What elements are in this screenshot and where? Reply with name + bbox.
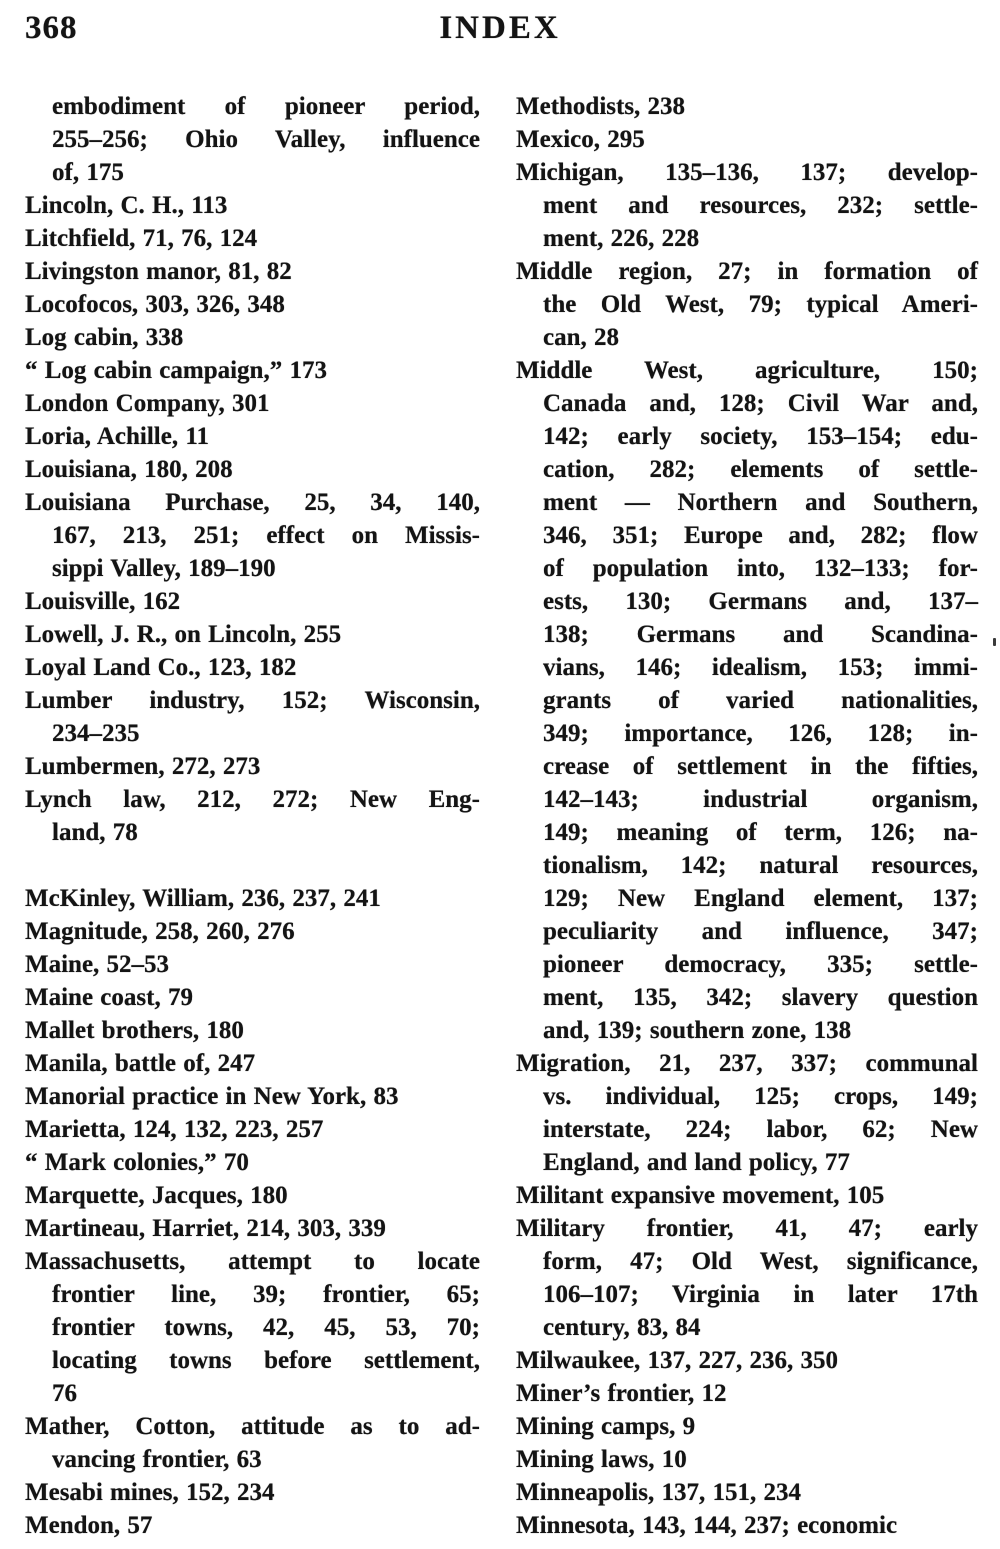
index-entry-line: Lincoln, C. H., 113 [25,192,228,219]
index-entry [25,948,480,981]
index-entry-line: “ Log cabin campaign,” 173 [25,357,327,384]
index-entry-line: Loria, Achille, 11 [25,423,209,450]
index-entry-line: Louisiana Purchase, 25, 34, 140, [25,489,480,516]
index-entry-line: 142; early society, 153–154; edu- [543,423,978,450]
index-entry-line: Louisiana, 180, 208 [25,456,233,483]
index-entry-line: ests, 130; Germans and, 137– [543,588,978,615]
index-entry-line: London Company, 301 [25,390,270,417]
index-entry-line: 142–143; industrial organism, [543,786,978,813]
index-entry [25,783,480,849]
index-entry-line: and, 139; southern zone, 138 [543,1017,852,1044]
index-entry-line: 349; importance, 126, 128; in- [543,720,978,747]
index-entry-line: 149; meaning of term, 126; na- [543,819,978,846]
index-entry-line: tionalism, 142; natural resources, [543,852,978,879]
index-entry [25,222,480,255]
index-entry-line: vancing frontier, 63 [52,1446,262,1473]
index-entry-line: 129; New England element, 137; [543,885,978,912]
index-entry-line: Martineau, Harriet, 214, 303, 339 [25,1215,386,1242]
index-entry-line: Lumber industry, 152; Wisconsin, [25,687,480,714]
index-entry [516,156,978,255]
index-entry-line: ment, 135, 342; slavery question [543,984,978,1011]
index-entry-line: century, 83, 84 [543,1314,701,1341]
index-entry-line: frontier towns, 42, 45, 53, 70; [52,1314,480,1341]
left-column [25,90,480,1542]
index-columns [25,90,978,1542]
index-entry-line: peculiarity and influence, 347; [543,918,978,945]
index-entry-line: Mining camps, 9 [516,1413,696,1440]
index-entry-line: England, and land policy, 77 [543,1149,850,1176]
index-entry [516,90,978,123]
index-entry-line: Marietta, 124, 132, 223, 257 [25,1116,324,1143]
index-entry-line: land, 78 [52,819,138,846]
index-entry [25,453,480,486]
index-entry-line: Maine coast, 79 [25,984,193,1011]
index-entry-line: Milwaukee, 137, 227, 236, 350 [516,1347,839,1374]
index-entry [25,1476,480,1509]
index-entry-line: Mining laws, 10 [516,1446,687,1473]
scan-artifact-speck [993,638,996,646]
index-entry-line: Maine, 52–53 [25,951,170,978]
index-entry-line: ment — Northern and Southern, [543,489,978,516]
index-entry [25,1509,480,1542]
index-entry [25,387,480,420]
index-entry-line: of, 175 [52,159,124,186]
index-entry-line: 167, 213, 251; effect on Missis- [52,522,480,549]
page-number: 368 [25,10,78,46]
index-entry [516,255,978,354]
index-entry [516,1476,978,1509]
index-entry [25,882,480,915]
index-entry-line: Middle West, agriculture, 150; [516,357,978,384]
index-entry-line: Miner’s frontier, 12 [516,1380,727,1407]
index-entry-line: Magnitude, 258, 260, 276 [25,918,295,945]
index-entry [25,90,480,189]
index-entry [25,915,480,948]
page-title: INDEX [439,10,561,46]
index-entry-line: Migration, 21, 237, 337; communal [516,1050,978,1077]
index-entry [25,1047,480,1080]
index-entry [25,585,480,618]
index-entry-line: the Old West, 79; typical Ameri- [543,291,978,318]
index-entry-line: Middle region, 27; in formation of [516,258,978,285]
index-entry-line: 234–235 [52,720,140,747]
index-entry-line: 106–107; Virginia in later 17th [543,1281,978,1308]
index-entry-line: Mallet brothers, 180 [25,1017,244,1044]
index-entry [25,981,480,1014]
index-entry [25,420,480,453]
index-entry-line: Massachusetts, attempt to locate [25,1248,480,1275]
index-entry-line: 138; Germans and Scandina- [543,621,978,648]
index-entry [516,1377,978,1410]
index-entry [25,189,480,222]
index-entry-line: Military frontier, 41, 47; early [516,1215,978,1242]
index-entry [25,684,480,750]
index-entry-line: pioneer democracy, 335; settle- [543,951,978,978]
index-entry [516,123,978,156]
index-entry-line: Canada and, 128; Civil War and, [543,390,978,417]
index-entry [25,1113,480,1146]
index-entry-line: 346, 351; Europe and, 282; flow [543,522,978,549]
index-entry-line: Lumbermen, 272, 273 [25,753,261,780]
index-entry-line: form, 47; Old West, significance, [543,1248,978,1275]
index-entry-line: Militant expansive movement, 105 [516,1182,885,1209]
index-entry [25,651,480,684]
index-entry-line: interstate, 224; labor, 62; New [543,1116,978,1143]
index-entry-line: cation, 282; elements of settle- [543,456,978,483]
index-entry-line: Michigan, 135–136, 137; develop- [516,159,978,186]
index-entry-line: grants of varied nationalities, [543,687,978,714]
index-entry [25,1080,480,1113]
index-entry-line: Lowell, J. R., on Lincoln, 255 [25,621,342,648]
index-entry-line: Minnesota, 143, 144, 237; economic [516,1512,898,1539]
index-entry-line: 255–256; Ohio Valley, influence [52,126,480,153]
index-entry-line: 76 [52,1380,77,1407]
index-entry [516,1179,978,1212]
index-entry-line: sippi Valley, 189–190 [52,555,276,582]
index-entry-line: vs. individual, 125; crops, 149; [543,1083,978,1110]
index-entry-line: Mather, Cotton, attitude as to ad- [25,1413,480,1440]
index-entry-line: Mesabi mines, 152, 234 [25,1479,275,1506]
index-entry-line: frontier line, 39; frontier, 65; [52,1281,480,1308]
index-entry [25,354,480,387]
index-entry [516,1212,978,1344]
index-entry-line: Lynch law, 212, 272; New Eng- [25,786,480,813]
index-entry-line: Litchfield, 71, 76, 124 [25,225,258,252]
index-entry [516,354,978,1047]
index-entry [25,486,480,585]
index-entry-line: Locofocos, 303, 326, 348 [25,291,285,318]
index-entry-line: Loyal Land Co., 123, 182 [25,654,297,681]
index-entry [25,255,480,288]
index-entry-line: can, 28 [543,324,619,351]
index-entry [516,1443,978,1476]
index-entry-line: Manorial practice in New York, 83 [25,1083,399,1110]
index-entry [25,618,480,651]
index-entry-line: vians, 146; idealism, 153; immi- [543,654,978,681]
index-entry [516,1047,978,1179]
index-entry [25,750,480,783]
right-column [516,90,978,1542]
index-entry [25,288,480,321]
index-entry-line: crease of settlement in the fifties, [543,753,978,780]
index-entry-line: Mendon, 57 [25,1512,153,1539]
index-entry-line: “ Mark colonies,” 70 [25,1149,249,1176]
index-entry [516,1509,978,1542]
index-entry [25,1179,480,1212]
index-entry-line: Marquette, Jacques, 180 [25,1182,288,1209]
index-entry-line: Methodists, 238 [516,93,686,120]
index-entry [25,1014,480,1047]
index-entry-line: Mexico, 295 [516,126,645,153]
index-entry-line: McKinley, William, 236, 237, 241 [25,885,381,912]
index-entry-line: Manila, battle of, 247 [25,1050,256,1077]
index-entry [516,1344,978,1377]
index-entry-line: ment, 226, 228 [543,225,700,252]
index-entry-line: locating towns before settlement, [52,1347,480,1374]
index-entry [25,1245,480,1410]
index-entry-line: Louisville, 162 [25,588,181,615]
index-entry [25,1212,480,1245]
index-entry-line: Log cabin, 338 [25,324,184,351]
index-entry-line: ment and resources, 232; settle- [543,192,978,219]
index-entry [25,1410,480,1476]
index-entry-line: of population into, 132–133; for- [543,555,978,582]
index-entry-line: embodiment of pioneer period, [52,93,480,120]
index-entry [25,1146,480,1179]
index-entry [516,1410,978,1443]
index-entry-line: Minneapolis, 137, 151, 234 [516,1479,801,1506]
page-header [0,8,1000,52]
index-entry [25,321,480,354]
index-entry-line: Livingston manor, 81, 82 [25,258,292,285]
